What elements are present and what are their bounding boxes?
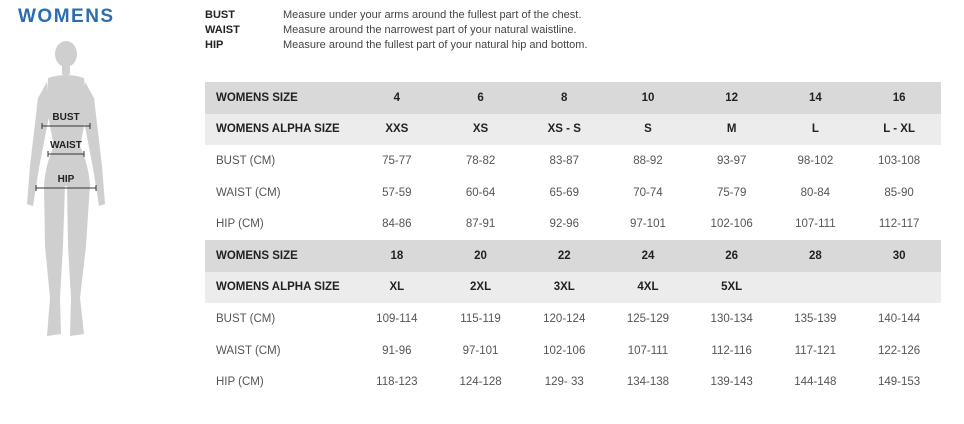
table-cell: XS (439, 114, 523, 146)
table-cell: 109-114 (355, 303, 439, 335)
table-cell: L - XL (857, 114, 941, 146)
row-label: WOMENS ALPHA SIZE (205, 272, 355, 304)
table-cell: 144-148 (774, 366, 858, 398)
table-cell: 30 (857, 240, 941, 272)
table-row (205, 208, 941, 240)
table-cell: 65-69 (522, 177, 606, 209)
table-cell: 20 (439, 240, 523, 272)
table-cell: 98-102 (774, 145, 858, 177)
table-cell: 14 (774, 82, 858, 114)
table-cell: XL (355, 272, 439, 304)
table-cell: 18 (355, 240, 439, 272)
table-cell: S (606, 114, 690, 146)
legend-key: WAIST (205, 24, 240, 36)
table-cell: 28 (774, 240, 858, 272)
table-cell: 5XL (690, 272, 774, 304)
legend-desc: Measure under your arms around the fullest part of the chest. (283, 9, 582, 21)
table-cell: 125-129 (606, 303, 690, 335)
legend-desc: Measure around the fullest part of your natural hip and bottom. (283, 39, 588, 51)
table-cell: 107-111 (774, 208, 858, 240)
row-label: WOMENS SIZE (205, 240, 355, 272)
table-cell (857, 272, 941, 304)
table-row (205, 177, 941, 209)
table-cell: 91-96 (355, 335, 439, 367)
row-label: WOMENS SIZE (205, 82, 355, 114)
table-cell: 80-84 (774, 177, 858, 209)
table-row (205, 335, 941, 367)
table-cell: 117-121 (774, 335, 858, 367)
table-cell: M (690, 114, 774, 146)
table-cell: 112-117 (857, 208, 941, 240)
table-cell: 140-144 (857, 303, 941, 335)
page-title: WOMENS (18, 6, 115, 27)
table-cell: 124-128 (439, 366, 523, 398)
row-label: HIP (CM) (205, 366, 355, 398)
table-cell: 103-108 (857, 145, 941, 177)
table-cell: 97-101 (606, 208, 690, 240)
table-cell: 4 (355, 82, 439, 114)
table-cell: 85-90 (857, 177, 941, 209)
table-cell: 134-138 (606, 366, 690, 398)
table-cell: 2XL (439, 272, 523, 304)
figure-label-bust: BUST (52, 112, 80, 123)
table-row (205, 240, 941, 272)
table-cell: 93-97 (690, 145, 774, 177)
table-cell (774, 272, 858, 304)
table-row (205, 303, 941, 335)
legend-desc: Measure around the narrowest part of your natural waistline. (283, 24, 577, 36)
legend-row-hip (205, 38, 588, 53)
table-cell: 78-82 (439, 145, 523, 177)
table-cell: 149-153 (857, 366, 941, 398)
table-cell: 10 (606, 82, 690, 114)
row-label: WOMENS ALPHA SIZE (205, 114, 355, 146)
table-cell: 75-77 (355, 145, 439, 177)
table-row (205, 82, 941, 114)
table-cell: 75-79 (690, 177, 774, 209)
table-cell: 115-119 (439, 303, 523, 335)
table-cell: 120-124 (522, 303, 606, 335)
legend-key: HIP (205, 39, 224, 51)
legend-row-waist (205, 23, 588, 38)
table-cell: XXS (355, 114, 439, 146)
table-cell: 92-96 (522, 208, 606, 240)
table-cell: 118-123 (355, 366, 439, 398)
row-label: WAIST (CM) (205, 177, 355, 209)
table-cell: 122-126 (857, 335, 941, 367)
table-cell: 88-92 (606, 145, 690, 177)
measurement-legend (205, 8, 588, 53)
table-cell: 84-86 (355, 208, 439, 240)
body-silhouette-figure (14, 36, 114, 346)
table-cell: 22 (522, 240, 606, 272)
legend-key: BUST (205, 9, 235, 21)
row-label: BUST (CM) (205, 303, 355, 335)
table-row (205, 145, 941, 177)
table-cell: 6 (439, 82, 523, 114)
table-cell: 112-116 (690, 335, 774, 367)
table-cell: 8 (522, 82, 606, 114)
legend-row-bust (205, 8, 588, 23)
table-row (205, 114, 941, 146)
table-cell: 135-139 (774, 303, 858, 335)
figure-label-waist: WAIST (50, 140, 82, 151)
table-cell: 129- 33 (522, 366, 606, 398)
table-cell: 4XL (606, 272, 690, 304)
table-cell: 107-111 (606, 335, 690, 367)
table-row (205, 366, 941, 398)
table-cell: 3XL (522, 272, 606, 304)
row-label: WAIST (CM) (205, 335, 355, 367)
figure-label-hip: HIP (57, 174, 75, 185)
table-cell: 57-59 (355, 177, 439, 209)
table-cell: 130-134 (690, 303, 774, 335)
table-cell: 24 (606, 240, 690, 272)
table-cell: 12 (690, 82, 774, 114)
table-cell: 16 (857, 82, 941, 114)
row-label: HIP (CM) (205, 208, 355, 240)
row-label: BUST (CM) (205, 145, 355, 177)
table-cell: 70-74 (606, 177, 690, 209)
size-chart-table (205, 82, 941, 398)
table-cell: 26 (690, 240, 774, 272)
table-cell: 60-64 (439, 177, 523, 209)
table-row (205, 272, 941, 304)
table-cell: L (774, 114, 858, 146)
table-cell: 83-87 (522, 145, 606, 177)
table-cell: 139-143 (690, 366, 774, 398)
table-cell: 97-101 (439, 335, 523, 367)
table-cell: 102-106 (522, 335, 606, 367)
table-cell: 102-106 (690, 208, 774, 240)
table-cell: 87-91 (439, 208, 523, 240)
table-cell: XS - S (522, 114, 606, 146)
